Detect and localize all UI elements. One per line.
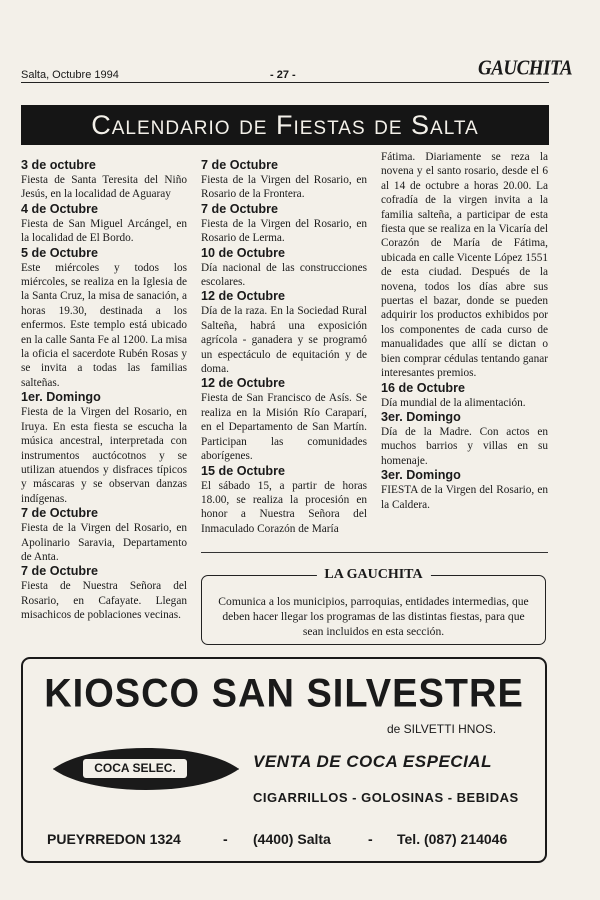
event-item [201, 289, 367, 376]
ad-title: KIOSCO SAN SILVESTRE [44, 671, 524, 717]
event-text: Día de la Madre. Con actos en muchos barrios y villas en su homenaje. [381, 425, 548, 467]
notice-title: LA GAUCHITA [316, 567, 430, 583]
event-date: 7 de Octubre [21, 506, 98, 521]
ad-phone: Tel. (087) 214046 [397, 831, 508, 847]
section-divider [201, 552, 548, 553]
notice-text: Comunica a los municipios, parroquias, entidades intermedias, que deben hacer llegar los programas de las distintas fiestas, para que sean incluidos en esta sección. [218, 595, 529, 638]
event-item [21, 564, 187, 622]
header-rule [21, 82, 549, 83]
event-text: Fiesta de la Virgen del Rosario, en Apolinario Saravia, Departamento de Anta. [21, 522, 187, 563]
event-date: 12 de Octubre [201, 376, 285, 391]
event-date: 12 de Octubre [201, 289, 285, 304]
event-item [21, 202, 187, 246]
ad-address: PUEYRREDON 1324 [47, 831, 181, 847]
event-item [21, 390, 187, 506]
publication-logo: GAUCHITA [478, 56, 573, 80]
event-date: 7 de Octubre [201, 158, 278, 172]
event-date: 3er. Domingo [381, 409, 461, 424]
event-item [381, 410, 548, 468]
event-text: Este miércoles y todos los miércoles, se realiza en la Iglesia de la Santa Cruz, la misa de sanación, a horas 19.30, destinada a los enfermos. Este templo está ubicado en la calle Santa Fe al 1200. La misa la oficia el sacerdote Rubén Rosas y se invita a todas las familias salteñas. [21, 261, 187, 389]
event-text: Fiesta de San Francisco de Asís. Se realiza en la Misión Río Caraparí, en el Departamento de San Martín. Participan las comunidades aborígenes. [201, 392, 367, 463]
event-text: Día nacional de las construcciones escolares. [201, 261, 367, 289]
ad-slogan: VENTA DE COCA ESPECIAL [253, 752, 492, 771]
ad-products: CIGARRILLOS - GOLOSINAS - BEBIDAS [253, 790, 519, 805]
event-text: FIESTA de la Virgen del Rosario, en la Caldera. [381, 484, 548, 511]
event-text: Fiesta de la Virgen del Rosario, en Rosario de Lerma. [201, 217, 367, 245]
event-text: Día mundial de la alimentación. [381, 396, 526, 409]
event-item [21, 246, 187, 391]
event-item [201, 202, 367, 246]
event-text: Fiesta de Nuestra Señora del Rosario, en Cafayate. Llegan misachicos de poblaciones vecinas. [21, 580, 187, 622]
event-item [201, 376, 367, 463]
event-item [21, 158, 187, 202]
event-date: 1er. Domingo [21, 390, 101, 405]
header-date: Salta, Octubre 1994 [21, 69, 119, 81]
ad-separator: - [223, 831, 228, 847]
event-date: 7 de Octubre [21, 564, 98, 579]
ad-city: (4400) Salta [253, 831, 331, 847]
event-text: Fiesta de Santa Teresita del Niño Jesús, en la localidad de Aguaray [21, 174, 187, 201]
event-continuation-text: Fátima. Diariamente se reza la novena y el santo rosario, desde el 6 al 14 de octubre a horas 20.00. La cofradía de la virgen invita a la familia salteña, a participar de esta fiesta que se realiza en la Vicaría del Corazón de María de Fátima, ubicada en calle Vicente López 1551 de esta ciudad. Después de la novena, todos los días abre sus puertas el bazar, donde se pueden adquirir los productos exhibidos por los componentes de cada curso de manualidades que allí se dictan o bien comprar cédulas tentando ganar interesantes premios. [381, 151, 548, 380]
event-text: El sábado 15, a partir de horas 18.00, se realiza la procesión en honor a Nuestra Señora del Inmaculado Corazón de María [201, 479, 367, 535]
advertisement [21, 657, 547, 863]
event-text: Fiesta de la Virgen del Rosario, en Iruya. En esta fiesta se escucha la música ancestral, interpretada con instrumentos auctócotnos y se utilizan atuendos y disfraces típicos y máscaras y se observan danzas indígenas. [21, 406, 187, 505]
events-column-1 [21, 158, 187, 623]
title-banner [21, 105, 549, 145]
ad-subtitle: de SILVETTI HNOS. [387, 722, 497, 736]
event-date: 4 de Octubre [21, 201, 98, 216]
event-text: Fiesta de la Virgen del Rosario, en Rosario de la Frontera. [201, 174, 367, 201]
leaf-label: COCA SELEC. [83, 759, 187, 778]
event-date: 5 de Octubre [21, 245, 98, 260]
event-item [201, 158, 367, 202]
event-date: 15 de Octubre [201, 463, 285, 478]
event-date: 16 de Octubre [381, 380, 465, 395]
event-text: Fiesta de San Miguel Arcángel, en la localidad de El Bordo. [21, 217, 187, 245]
event-item [381, 381, 548, 410]
notice-box [201, 567, 546, 645]
event-date: 3er. Domingo [381, 468, 461, 483]
event-item [201, 246, 367, 290]
event-date: 3 de octubre [21, 158, 96, 172]
page-title: Calendario de Fiestas de Salta [91, 109, 479, 140]
event-item [21, 506, 187, 564]
events-column-3 [381, 150, 548, 512]
page-number: - 27 - [270, 69, 296, 81]
event-item [201, 464, 367, 537]
event-date: 7 de Octubre [201, 201, 278, 216]
events-column-2 [201, 158, 367, 536]
event-text: Día de la raza. En la Sociedad Rural Salteña, habrá una exposición agrícola - ganadera y se programó un espectáculo de equitación y de doma. [201, 305, 367, 376]
event-item [381, 468, 548, 512]
event-date: 10 de Octubre [201, 245, 285, 260]
ad-separator: - [368, 831, 373, 847]
